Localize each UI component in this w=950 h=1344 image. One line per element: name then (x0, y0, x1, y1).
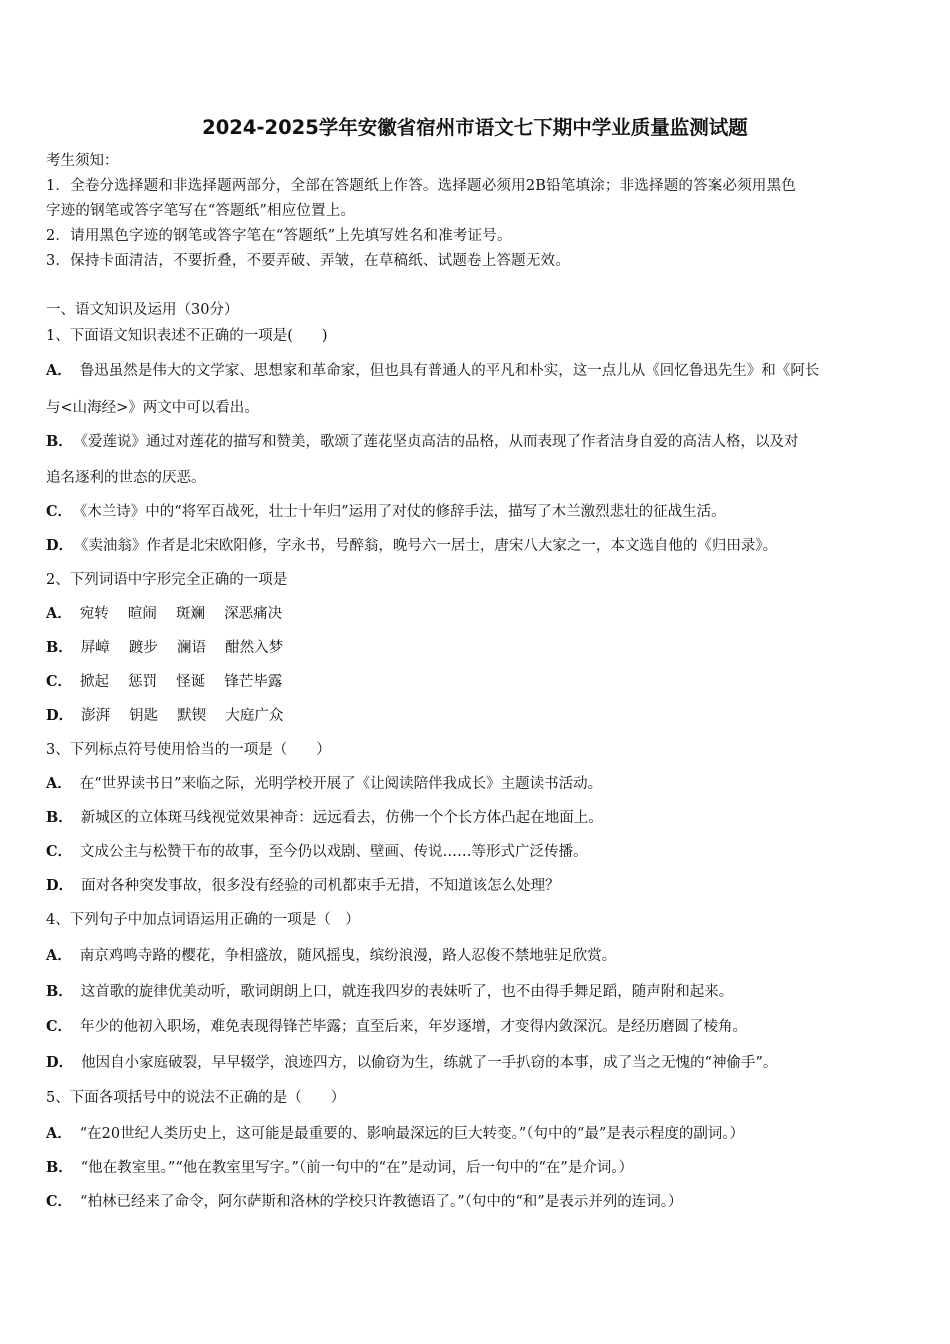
option-text: 南京鸡鸣寺路的樱花，争相盛放，随风摇曳，缤纷浪漫，路人忍俊不禁地驻足欣赏。 (79, 948, 617, 964)
option-text: 澎湃 钥匙 默锲 大庭广众 (81, 708, 284, 724)
option-text: 文成公主与松赞干布的故事，至今仍以戏剧、壁画、传说……等形式广泛传播。 (80, 844, 588, 860)
option-text: 面对各种突发事故，很多没有经验的司机都束手无措，不知道该怎么处理？ (81, 878, 560, 894)
option-label: B． (46, 1159, 73, 1176)
option-b (46, 638, 283, 658)
notice-heading: 考生须知： (46, 153, 119, 169)
option-text: “他在教室里。”“他在教室里写字。”（前一句中的“在”是动词，后一句中的“在”是介词。） (80, 1160, 634, 1176)
option-text: 鲁迅虽然是伟大的文学家、思想家和革命家，但也具有普通人的平凡和朴实，这一点儿从《回忆鲁迅先生》和《阿长 (79, 363, 820, 379)
option-label: D． (46, 877, 74, 894)
question-stem: 1、下面语文知识表述不正确的一项是( ) (46, 328, 328, 344)
section-heading: 一、语文知识及运用（30分） (46, 302, 239, 318)
option-d (46, 876, 560, 896)
option-text: 他因自小家庭破裂，早早辍学，浪迹四方，以偷窃为生，练就了一手扒窃的本事，成了当之无愧的“神偷手”。 (81, 1055, 778, 1071)
option-label: A． (46, 947, 72, 964)
option-b (46, 1158, 633, 1178)
option-d (46, 536, 777, 556)
option-label: C． (46, 673, 73, 690)
option-d (46, 1053, 777, 1073)
option-b (46, 808, 603, 828)
option-label: C． (46, 503, 73, 520)
option-c (46, 842, 588, 862)
option-c (46, 502, 726, 522)
option-continuation: 与<山海经>》两文中可以看出。 (46, 400, 259, 416)
option-label: C． (46, 1193, 73, 1210)
option-label: C． (46, 1018, 73, 1035)
option-continuation: 追名逐利的世态的厌恶。 (46, 470, 206, 486)
option-text: “在20世纪人类历史上，这可能是最重要的、影响最深远的巨大转变。”（句中的“最”是表示程度的副词。） (79, 1126, 745, 1142)
option-label: D． (46, 537, 74, 554)
option-text: 《木兰诗》中的“将军百战死，壮士十年归”运用了对仗的修辞手法，描写了木兰激烈悲壮的征战生活。 (80, 504, 726, 520)
option-text: 《卖油翁》作者是北宋欧阳修，字永书，号醉翁，晚号六一居士，唐宋八大家之一，本文选自他的《归田录》。 (81, 538, 778, 554)
question-stem: 3、下列标点符号使用恰当的一项是（ ） (46, 742, 331, 758)
option-c (46, 1192, 682, 1212)
notice-line: 2．请用黑色字迹的钢笔或答字笔在“答题纸”上先填写姓名和准考证号。 (46, 228, 512, 244)
option-label: B． (46, 983, 73, 1000)
option-text: 屏嶂 踱步 澜语 酣然入梦 (80, 640, 284, 656)
option-label: A． (46, 362, 72, 379)
option-c (46, 672, 282, 692)
option-a (46, 946, 616, 966)
option-text: 这首歌的旋律优美动听，歌词朗朗上口，就连我四岁的表妹听了，也不由得手舞足蹈，随声附和起来。 (80, 984, 734, 1000)
option-b (46, 982, 733, 1002)
question-stem: 4、下列句子中加点词语运用正确的一项是（ ） (46, 912, 360, 928)
option-label: A． (46, 775, 72, 792)
notice-line: 字迹的钢笔或答字笔写在“答题纸”相应位置上。 (46, 203, 356, 219)
option-label: A． (46, 605, 72, 622)
option-text: 宛转 暄闹 斑斓 深恶痛决 (79, 606, 283, 622)
question-stem: 5、下面各项括号中的说法不正确的是（ ） (46, 1090, 346, 1106)
option-c (46, 1017, 747, 1037)
page-title: 2024-2025学年安徽省宿州市语文七下期中学业质量监测试题 (202, 116, 748, 139)
option-label: C． (46, 843, 73, 860)
option-text: 在“世界读书日”来临之际，光明学校开展了《让阅读陪伴我成长》主题读书活动。 (79, 776, 603, 792)
option-a (46, 361, 819, 381)
option-a (46, 774, 602, 794)
notice-line: 1．全卷分选择题和非选择题两部分，全部在答题纸上作答。选择题必须用2B铅笔填涂；非选择题的答案必须用黑色 (46, 178, 797, 194)
option-d (46, 706, 283, 726)
option-text: “柏林已经来了命令，阿尔萨斯和洛林的学校只许教德语了。”（句中的“和”是表示并列的连词。） (80, 1194, 683, 1210)
option-b (46, 432, 799, 452)
option-label: B． (46, 639, 73, 656)
option-text: 新城区的立体斑马线视觉效果神奇：远远看去，仿佛一个个长方体凸起在地面上。 (80, 810, 603, 826)
option-text: 掀起 惩罚 怪诞 锋芒毕露 (80, 674, 283, 690)
option-label: B． (46, 809, 73, 826)
option-label: D． (46, 707, 74, 724)
question-stem: 2、下列词语中字形完全正确的一项是 (46, 572, 288, 588)
option-label: A． (46, 1125, 72, 1142)
option-a (46, 1124, 744, 1144)
notice-line: 3．保持卡面清洁，不要折叠，不要弄破、弄皱，在草稿纸、试题卷上答题无效。 (46, 253, 570, 269)
option-label: B． (46, 433, 73, 450)
option-label: D． (46, 1054, 74, 1071)
option-text: 年少的他初入职场，难免表现得锋芒毕露；直至后来，年岁逐增，才变得内敛深沉。是经历磨圆了棱角。 (80, 1019, 748, 1035)
option-a (46, 604, 282, 624)
option-text: 《爱莲说》通过对莲花的描写和赞美，歌颂了莲花坚贞高洁的品格，从而表现了作者洁身自爱的高洁人格，以及对 (80, 434, 799, 450)
